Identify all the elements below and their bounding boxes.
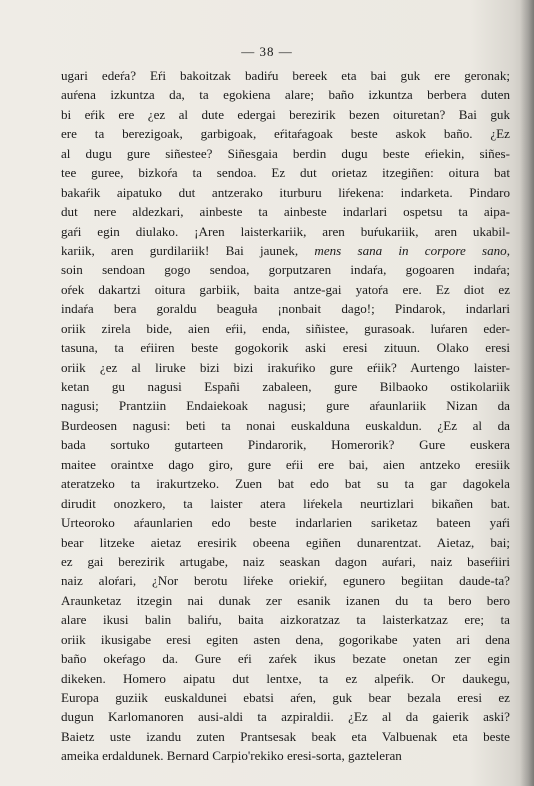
- text-line: [61, 669, 510, 688]
- text-line-main: indaŕa bera goraldu beaguła ¡nonbait dago!; Pindarok, indarlari: [61, 301, 510, 317]
- text-line: [61, 66, 510, 85]
- text-line-main: Araunketaz itzegin nai dunak zer esanik izanen du ta bero bero: [61, 592, 510, 608]
- text-line: [61, 124, 510, 143]
- text-line-main: gaŕi egin diulako. ¡Aren laisterkariik, aren buŕukariik, aren ukabil-: [61, 223, 510, 239]
- text-line: [61, 377, 510, 396]
- text-line-main: Urteoroko aŕaunlarien edo beste indarlarien sariketaz bateen yaŕi: [61, 515, 510, 531]
- text-line-main: ugari edeŕa? Eŕi bakoitzak badiŕu bereek eta bai guk ere geronak;: [61, 68, 510, 83]
- text-line: [61, 552, 510, 571]
- text-line: [61, 474, 510, 493]
- text-line: [61, 222, 510, 241]
- text-line-main: dikeken. Homero aipatu dut lentxe, ta ez alpeŕik. Or daukegu,: [61, 670, 510, 686]
- text-line: [61, 513, 510, 532]
- text-line-main: dut nere aldezkari, ainbeste ta ainbeste indarlari ospetsu ta aipa-: [61, 204, 510, 220]
- text-line-main: ez gai berezirik artugabe, naiz seaskan dagon auŕari, naiz baseŕiiri: [61, 553, 510, 569]
- text-line-main: dugun Karlomanoren ausi-aldi ta azpiraldii. ¿Ez al da gaierik aski?: [61, 709, 510, 725]
- text-line: [61, 144, 510, 163]
- text-line-main: ateratzeko ta irakurtzeko. Zuen bat edo bat su ta gar dagokela: [61, 476, 510, 492]
- text-line-main: bear litzeke aietaz eresirik obeena egiñen dunarentzat. Aietaz, bai;: [61, 534, 510, 550]
- text-line: [61, 105, 510, 124]
- text-line-main: kariik, aren gurdilariik! Bai jaunek,: [61, 242, 315, 258]
- text-line-main: Baietz uste izandu zuten Prantsesak beak eta Valbuenak eta beste: [61, 728, 510, 744]
- text-line: [61, 707, 510, 726]
- text-line: [61, 319, 510, 338]
- text-line-main: oriik ikusigabe eresi egiten asten dena, gogorikabe yaten ari dena: [61, 631, 510, 647]
- text-line: [61, 163, 510, 182]
- text-line-main: bi eŕik ere ¿ez al dute edergai berezirik bezen oituretan? Bai guk: [61, 106, 510, 122]
- text-line: [61, 183, 510, 202]
- text-line-main: Europa guziik euskaldunei ebatsi aŕen, guk bear bezala eresi ez: [61, 690, 510, 705]
- text-line: [61, 85, 510, 104]
- text-line-main: ameika erdaldunek. Bernard Carpio'rekiko eresi-sorta, gazteleran: [61, 748, 402, 764]
- text-line: [61, 358, 510, 377]
- text-line-tail: ,: [506, 242, 510, 258]
- text-line-main: oŕek dakartzi oitura garbiik, baita antze-gai yatoŕa ere. Ez diot ez: [61, 281, 510, 297]
- text-line: [61, 494, 510, 513]
- italic-phrase: mens sana in corpore sano: [314, 242, 507, 258]
- text-line: [61, 338, 510, 357]
- text-line-main: tee guree, bizkoŕa ta sendoa. Ez dut orietaz itzegiñen: oitura bat: [61, 165, 510, 181]
- text-line: [61, 533, 510, 552]
- text-line: [61, 610, 510, 629]
- text-line: [61, 688, 510, 707]
- text-line: [61, 630, 510, 649]
- text-line: [61, 591, 510, 610]
- body-text: [61, 66, 510, 766]
- page-number: — 38 —: [241, 44, 293, 59]
- page-spine-shadow: [520, 0, 534, 786]
- text-line-main: bada sortuko gutarteen Pindarorik, Homerorik? Gure euskera: [61, 437, 510, 453]
- text-line-main: alare ikusi balin baliŕu, baita aizkoratzaz ta laisterkatzaz ere; ta: [61, 612, 510, 628]
- text-line-main: naiz aloŕari, ¿Nor berotu liŕeke oriekiŕ, egunero begiitan daude-ta?: [61, 573, 510, 589]
- text-line: [61, 202, 510, 221]
- text-line: [61, 727, 510, 746]
- text-line-main: bakaŕik aipatuko dut antzerako iturburu liŕekena: indarketa. Pindaro: [61, 184, 510, 200]
- text-line-main: oriik zirela bide, aien eŕii, enda, siñistee, gurasoak. luŕaren eder-: [61, 320, 510, 336]
- text-line: [61, 746, 510, 765]
- text-line: [61, 241, 510, 260]
- text-line: [61, 416, 510, 435]
- text-line-main: tasuna, ta eŕiiren beste gogokorik aski eresi zituun. Olako eresi: [61, 340, 510, 356]
- text-line-main: Burdeosen nagusi: beti ta nonai euskalduna euskaldun. ¿Ez al da: [61, 417, 510, 433]
- text-line-main: ketan gu nagusi Españi zabaleen, gure Bilbaoko ostikolariik: [61, 379, 510, 394]
- text-line: [61, 299, 510, 318]
- text-line-main: maitee oraintxe dago giro, gure eŕii ere bai, aien antzeko eresiik: [61, 456, 510, 472]
- text-line: [61, 435, 510, 454]
- text-line: [61, 396, 510, 415]
- text-line: [61, 260, 510, 279]
- text-line: [61, 280, 510, 299]
- text-line-main: baño okeŕago da. Gure eŕi zaŕek ikus bezate onetan zer egin: [61, 651, 510, 667]
- text-line-main: ere ta berezigoak, garbigoak, eŕitaŕagoak beste askok baño. ¿Ez: [61, 126, 510, 142]
- text-line-main: auŕena izkuntza da, ta egokiena alare; baño izkuntza berbera duten: [61, 87, 510, 103]
- text-line-main: soin sendoan gogo sendoa, gorputzaren indaŕa, gogoaren indaŕa;: [61, 262, 510, 278]
- text-line-main: nagusi; Prantziin Endaiekoak nagusi; gure aŕaunlariik Nizan da: [61, 398, 510, 414]
- text-line: [61, 455, 510, 474]
- text-line-main: oriik ¿ez al liruke bizi bizi irakuŕiko gure eŕiik? Aurtengo laister-: [61, 359, 510, 375]
- text-line-main: dirudit onozkero, ta laister atera liŕekela neurtizlari bikañen bat.: [61, 495, 510, 511]
- text-line: [61, 571, 510, 590]
- text-line-main: al dugu gure siñestee? Siñesgaia berdin dugu beste eŕiekin, siñes-: [61, 145, 510, 161]
- text-line: [61, 649, 510, 668]
